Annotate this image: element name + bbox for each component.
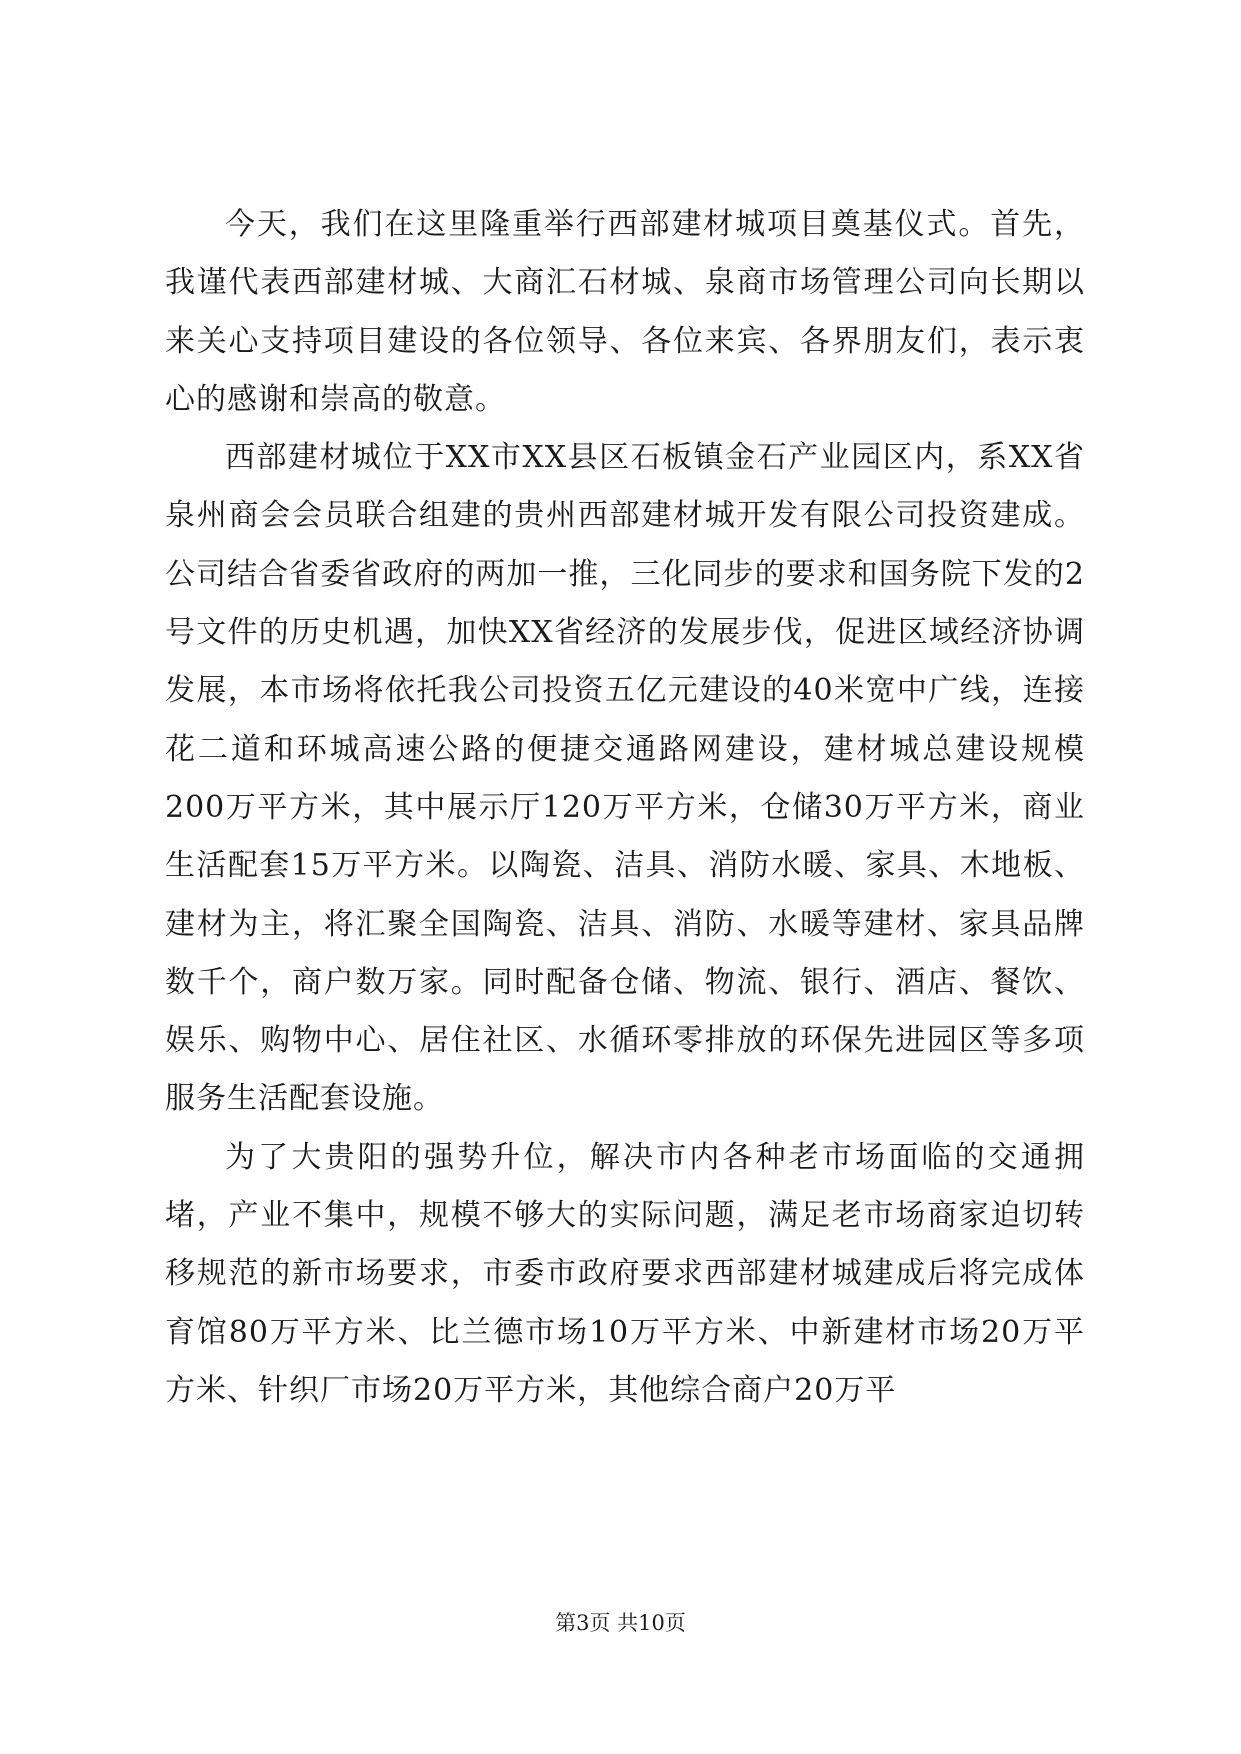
page-number: 第3页 共10页 <box>555 1611 686 1635</box>
paragraph-3: 为了大贵阳的强势升位，解决市内各种老市场面临的交通拥堵，产业不集中，规模不够大的实际问题，满足老市场商家迫切转移规范的新市场要求，市委市政府要求西部建材城建成后将完成体育馆80万平方米、比兰德市场10万平方米、中新建材市场20万平方米、针织厂市场20万平方米，其他综合商户20万平 <box>165 1139 1085 1408</box>
paragraph-2: 西部建材城位于XX市XX县区石板镇金石产业园区内，系XX省泉州商会会员联合组建的贵州西部建材城开发有限公司投资建成。公司结合省委省政府的两加一推，三化同步的要求和国务院下发的2号文件的历史机遇，加快XX省经济的发展步伐，促进区域经济协调发展，本市场将依托我公司投资五亿元建设的40米宽中广线，连接花二道和环城高速公路的便捷交通路网建设，建材城总建设规模200万平方米，其中展示厅120万平方米，仓储30万平方米，商业生活配套15万平方米。以陶瓷、洁具、消防水暖、家具、木地板、建材为主，将汇聚全国陶瓷、洁具、消防、水暖等建材、家具品牌数千个，商户数万家。同时配备仓储、物流、银行、酒店、餐饮、娱乐、购物中心、居住社区、水循环零排放的环保先进园区等多项服务生活配套设施。 <box>165 440 1085 1117</box>
document-body <box>165 196 1085 1420</box>
paragraph-1: 今天，我们在这里隆重举行西部建材城项目奠基仪式。首先，我谨代表西部建材城、大商汇石材城、泉商市场管理公司向长期以来关心支持项目建设的各位领导、各位来宾、各界朋友们，表示衷心的感谢和崇高的敬意。 <box>165 207 1085 417</box>
page-footer <box>0 1609 1241 1637</box>
